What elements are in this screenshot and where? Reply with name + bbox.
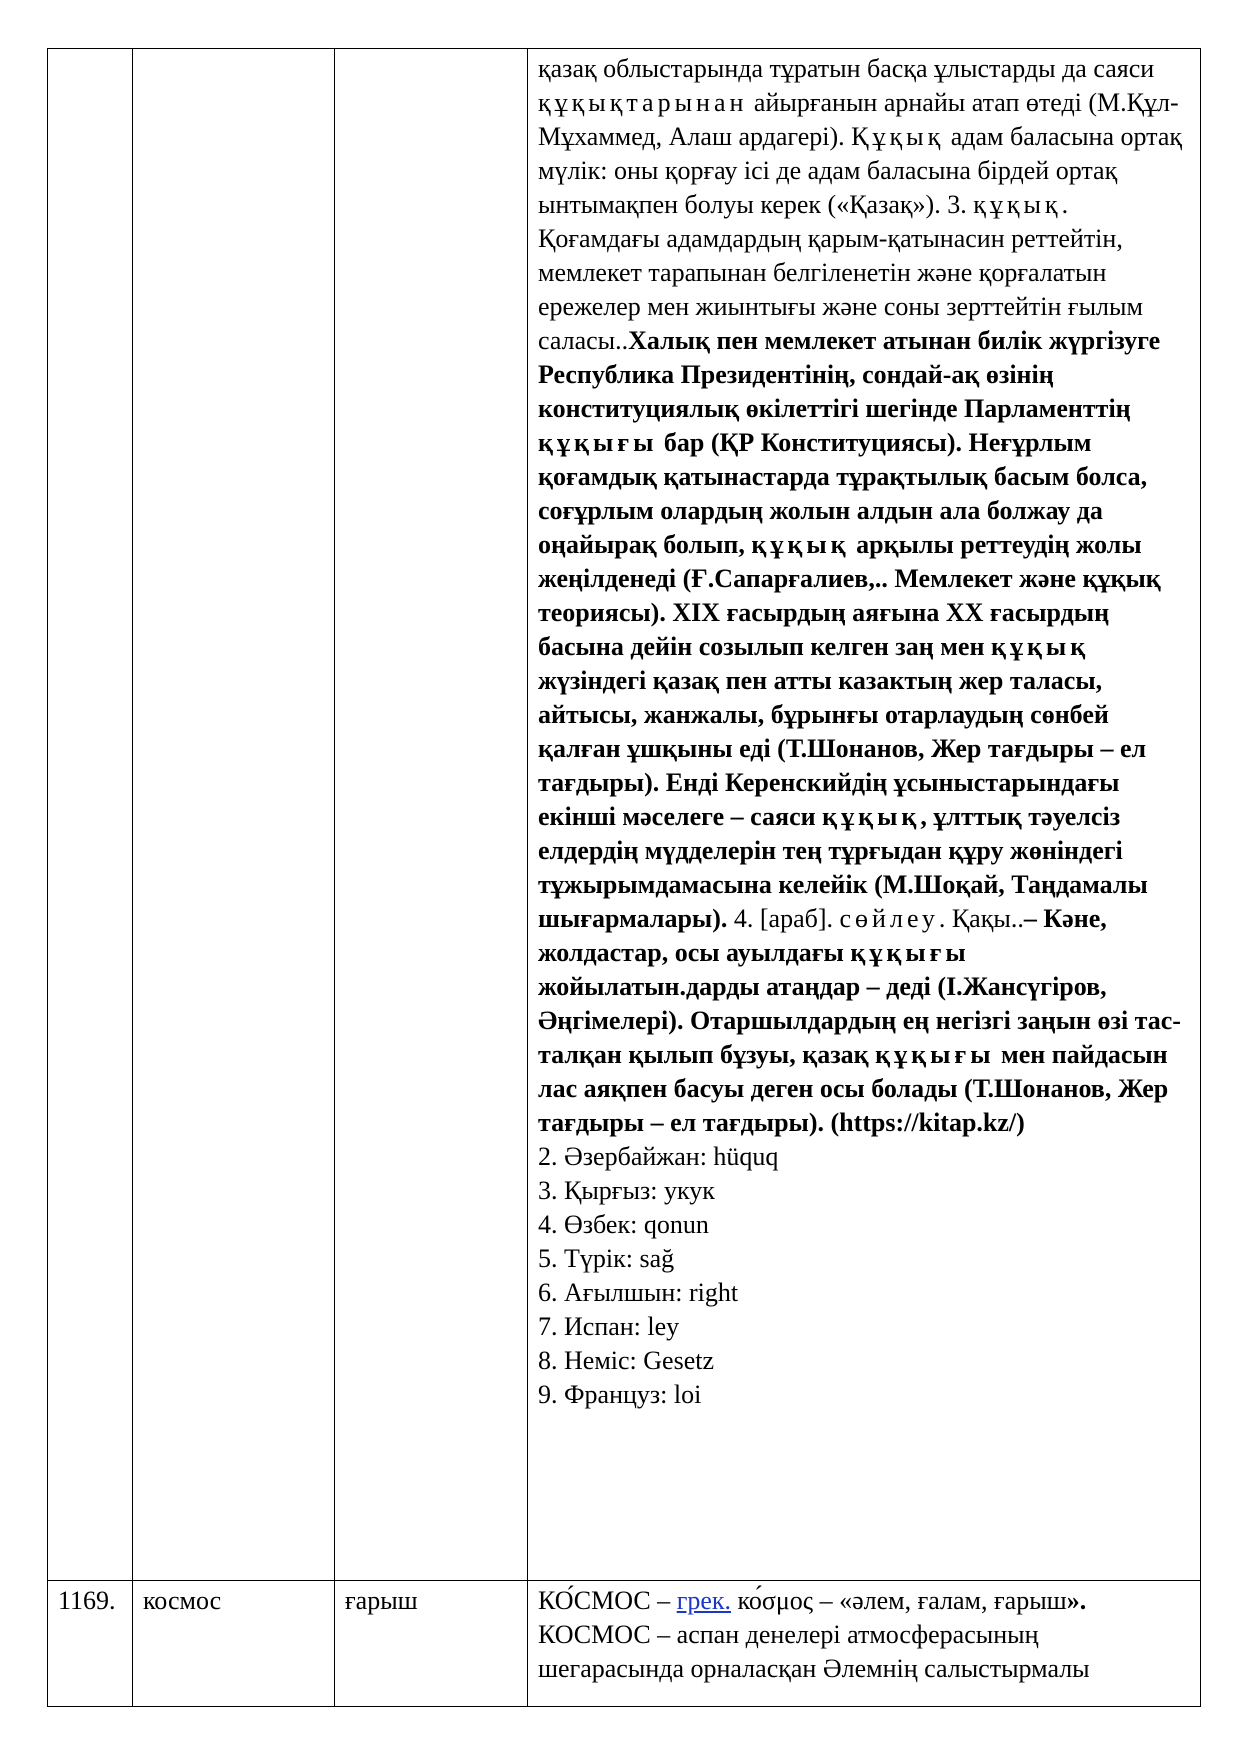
greek-link[interactable]: грек. <box>676 1586 732 1615</box>
example-text: Халық пен мемлекет атынан билік жүргізуге Республика Президентінің, сондай-ақ өзінің конституциялық өкілеттігі шегінде Парламенттің <box>538 326 1161 423</box>
example-quote <box>538 904 1181 1137</box>
example-quote <box>538 326 1161 933</box>
dictionary-table <box>47 48 1201 1707</box>
definition-text: . Қоғамдағы адамдардың қарым-қатынасин реттейтін, мемлекет тарапынан белгіленетін және қорғалатын ережелер мен жиынтығы және соны зерттейтін ғылым саласы.. <box>538 190 1143 355</box>
example-text: жойылатын.дарды атаңдар – деді (І.Жансүгіров, Әңгімелері). Отаршылдардың ең негізгі заңын өзі тас-талқан қылып бұзуы, қазақ <box>538 972 1181 1069</box>
spaced-term: құқық <box>751 530 850 559</box>
definition-text: КО́СМОС – <box>538 1586 677 1615</box>
definition-text: 4. [араб]. <box>727 904 840 933</box>
term-cell <box>133 49 335 1581</box>
definition-text: қазақ облыстарында тұратын басқа ұлыстарды да саяси <box>538 54 1155 83</box>
entry-number-cell <box>48 49 133 1581</box>
spaced-term: құқық <box>973 190 1062 219</box>
spaced-term: құқығы <box>850 938 970 967</box>
closing-quote: ». <box>1066 1586 1087 1615</box>
definition-cell <box>528 49 1201 1581</box>
example-text: бар (ҚР Конституциясы). Неғұрлым қоғамдық қатынастарда тұрақтылық басым болса, соғұрлым олардың жолын алдын ала болжау да оңайырақ болып, <box>538 428 1148 559</box>
term-cell: космос <box>133 1581 335 1707</box>
definition-text: айырғанын арнайы атап өтеді (М.Құл-Мұхаммед, Алаш ардагері). <box>538 88 1179 151</box>
language-item: 9. Француз: loi <box>538 1380 702 1409</box>
spaced-term: сөйлеу <box>839 904 939 933</box>
example-text: – Кәне, жолдастар, осы ауылдағы <box>538 904 1107 967</box>
language-item: 7. Испан: ley <box>538 1312 680 1341</box>
language-item: 2. Әзербайжан: hüquq <box>538 1142 779 1171</box>
spaced-term: құқығы <box>538 428 658 457</box>
definition-text: КОСМОС – аспан денелері атмосферасының шегарасында орналасқан Әлемнің салыстырмалы <box>538 1620 1090 1683</box>
language-item: 8. Неміс: Gesetz <box>538 1346 714 1375</box>
language-item: 6. Ағылшын: right <box>538 1278 739 1307</box>
language-list <box>538 1140 1190 1412</box>
spaced-term: құқық <box>990 632 1090 661</box>
example-text: жүзіндегі қазақ пен атты казактың жер таласы, айтысы, жанжалы, бұрынғы отарлаудың сөнбей қалған ұшқыны еді (Т.Шонанов, Жер тағдыры – ел тағдыры). Енді Керенскийдің ұсыныстарындағы екінші мәселеге – саяси <box>538 666 1147 831</box>
language-item: 3. Қырғыз: укук <box>538 1176 715 1205</box>
spaced-term: Құқық <box>851 122 945 151</box>
table-row <box>48 49 1201 1581</box>
example-text: мен пайдасын лас аяқпен басуы деген осы болады (Т.Шонанов, Жер тағдыры – ел тағдыры). (https://kitap.kz/) <box>538 1040 1169 1137</box>
definition-text: адам баласына ортақ мүлік: оны қорғау ісі де адам баласына бірдей ортақ ынтымақпен болуы керек («Қазақ»). 3. <box>538 122 1182 219</box>
example-text: , ұлттық тәуелсіз елдердің мүдделерін тең тұрғыдан құру жөніндегі тұжырымдамасына келейік (М.Шоқай, Таңдамалы шығармалары). <box>538 802 1148 933</box>
definition-text: ко́σμος – «әлем, ғалам, ғарыш <box>731 1586 1067 1615</box>
entry-number-cell: 1169. <box>48 1581 133 1707</box>
language-item: 5. Түрік: sağ <box>538 1244 675 1273</box>
spaced-term: құқығы <box>875 1040 995 1069</box>
example-text: арқылы реттеудің жолы жеңілденеді (Ғ.Сапарғалиев,.. Мемлекет және құқық теориясы). XIX ғасырдың аяғына XX ғасырдың басына дейін созылып келген заң мен <box>538 530 1161 661</box>
definition-cell <box>528 1581 1201 1707</box>
language-item: 4. Өзбек: qonun <box>538 1210 709 1239</box>
definition-text: . Қақы.. <box>938 904 1024 933</box>
spaced-term: құқық <box>822 802 921 831</box>
table-row <box>48 1581 1201 1707</box>
spaced-term: құқықтарынан <box>538 88 748 117</box>
translation-cell: ғарыш <box>335 1581 528 1707</box>
translation-cell <box>335 49 528 1581</box>
